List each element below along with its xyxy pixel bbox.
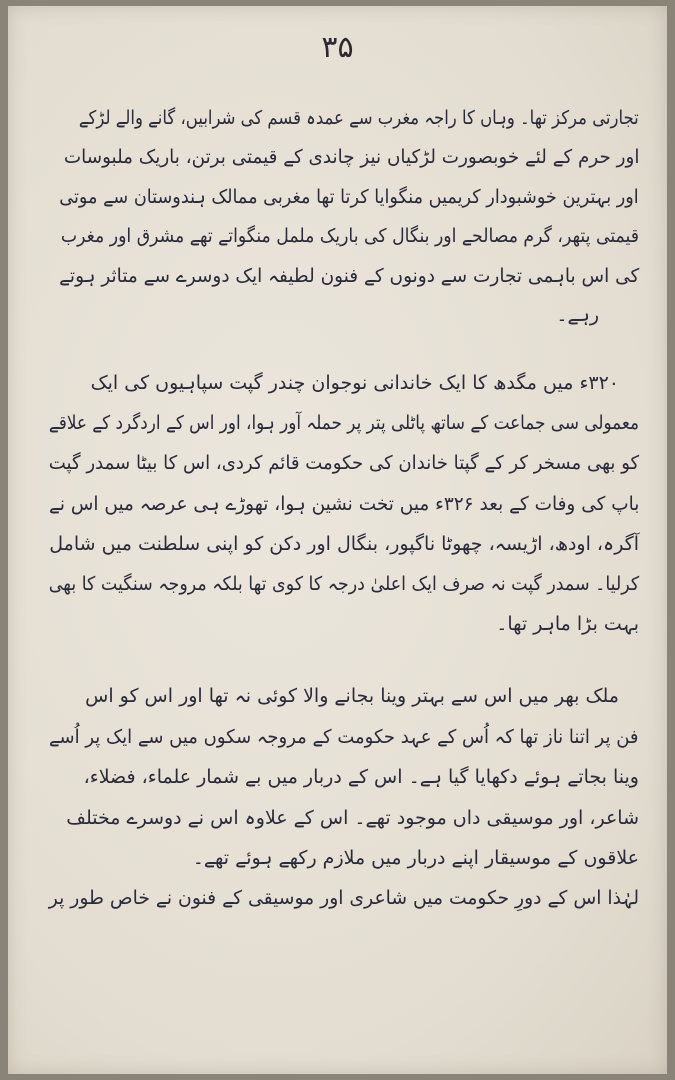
text-line: رہے۔ (556, 304, 599, 326)
text-line: ۳۲۰ء میں مگدھ کا ایک خاندانی نوجوان چندر گپت سپاہیوں کی ایک (90, 372, 619, 394)
text-line: قیمتی پتھر، گرم مصالحے اور بنگال کی باریک ململ منگواتے تھے مشرق اور مغرب (60, 225, 639, 247)
page-number: ۳۵ (321, 30, 354, 65)
text-line: وینا بجاتے ہوئے دکھایا گیا ہے۔ اس کے دربار میں بے شمار علماء، فضلاء، (83, 766, 639, 788)
text-line: کی اس باہمی تجارت سے دونوں کے فنون لطیفہ ایک دوسرے سے متاثر ہوتے (58, 265, 639, 287)
text-line: فن پر اتنا ناز تھا کہ اُس کے عہد حکومت کے مروجہ سکوں میں سے ایک پر اُسے (49, 726, 639, 748)
book-page (8, 6, 667, 1074)
text-line: آگرہ، اودھ، اڑیسہ، چھوٹا ناگپور، بنگال اور دکن کو اپنی سلطنت میں شامل (49, 533, 639, 555)
text-line: باپ کی وفات کے بعد ۳۲۶ء میں تخت نشین ہوا، تھوڑے ہی عرصہ میں اس نے (48, 493, 639, 515)
text-line: ملک بھر میں اس سے بہتر وینا بجانے والا کوئی نہ تھا اور اس کو اس (85, 685, 619, 707)
text-line: کرلیا۔ سمدر گپت نہ صرف ایک اعلیٰ درجہ کا کوی تھا بلکہ مروجہ سنگیت کا بھی (48, 573, 639, 595)
text-line: معمولی سی جماعت کے ساتھ پاٹلی پتر پر حملہ آور ہوا، اور اس کے اردگرد کے علاقے (48, 412, 639, 434)
text-line: علاقوں کے موسیقار اپنے دربار میں ملازم رکھے ہوئے تھے۔ (192, 847, 639, 869)
text-line: اور بہترین خوشبودار کریمیں منگوایا کرتا تھا مغربی ممالک ہندوستان سے موتی (59, 186, 639, 208)
text-line: تجارتی مرکز تھا۔ وہاں کا راجہ مغرب سے عمدہ قسم کی شرابیں، گانے والے لڑکے (79, 107, 639, 129)
text-line: لہٰذا اس کے دورِ حکومت میں شاعری اور موسیقی کے فنون نے خاص طور پر (48, 887, 639, 909)
text-line: اور حرم کے لئے خوبصورت لڑکیاں نیز چاندی کے قیمتی برتن، باریک ملبوسات (63, 146, 639, 168)
text-line: بہت بڑا ماہر تھا۔ (496, 613, 639, 635)
text-line: کو بھی مسخر کر کے گپتا خاندان کی حکومت قائم کردی، اس کا بیٹا سمدر گپت (48, 452, 639, 474)
text-line: شاعر، اور موسیقی داں موجود تھے۔ اس کے علاوہ اس نے دوسرے مختلف (66, 807, 639, 829)
